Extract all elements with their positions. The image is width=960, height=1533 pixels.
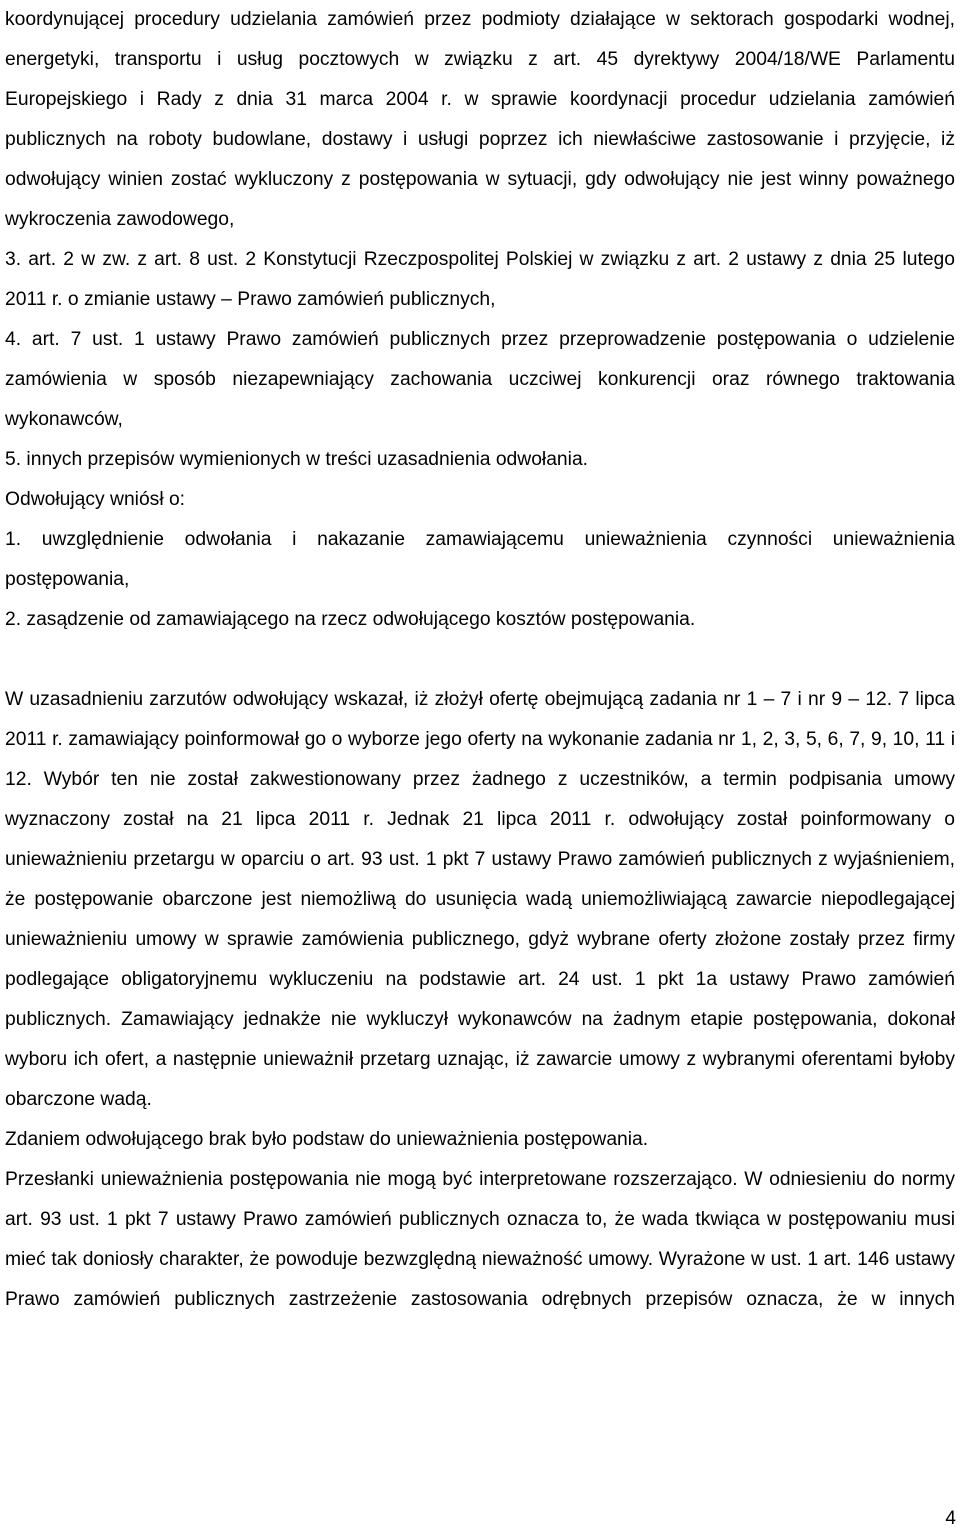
justification-paragraph-3: Przesłanki unieważnienia postępowania nie mogą być interpretowane rozszerzająco. W odniesieniu do normy art. 93 ust. 1 pkt 7 ustawy Prawo zamówień publicznych oznacza to, że wada tkwiąca w postępowaniu musi mieć tak doniosły charakter, że powoduje bezwzględną nieważność umowy. Wyrażone w ust. 1 art. 146 ustawy Prawo zamówień publicznych zastrzeżenie zastosowania odrębnych przepisów oznacza, że w innych — [5, 1169, 955, 1310]
charge-item-5: 5. innych przepisów wymienionych w treści uzasadnienia odwołania. — [5, 449, 589, 470]
paragraph-spacer — [5, 640, 955, 680]
document-page — [5, 0, 955, 1320]
justification-paragraph-2: Zdaniem odwołującego brak było podstaw do unieważnienia postępowania. — [5, 1129, 649, 1150]
request-item-1: 1. uwzględnienie odwołania i nakazanie zamawiającemu unieważnienia czynności unieważnienia postępowania, — [5, 529, 955, 590]
request-item-2: 2. zasądzenie od zamawiającego na rzecz odwołującego kosztów postępowania. — [5, 609, 696, 630]
justification-paragraph-1: W uzasadnieniu zarzutów odwołujący wskazał, iż złożył ofertę obejmującą zadania nr 1 – 7 i nr 9 – 12. 7 lipca 2011 r. zamawiający poinformował go o wyborze jego oferty na wykonanie zadania nr 1, 2, 3, 5, 6, 7, 9, 10, 11 i 12. Wybór ten nie został zakwestionowany przez żadnego z uczestników, a termin podpisania umowy wyznaczony został na 21 lipca 2011 r. Jednak 21 lipca 2011 r. odwołujący został poinformowany o unieważnieniu przetargu w oparciu o art. 93 ust. 1 pkt 7 ustawy Prawo zamówień publicznych z wyjaśnieniem, że postępowanie obarczone jest niemożliwą do usunięcia wadą uniemożliwiającą zawarcie niepodlegającej unieważnieniu umowy w sprawie zamówienia publicznego, gdyż wybrane oferty złożone zostały przez firmy podlegające obligatoryjnemu wykluczeniu na podstawie art. 24 ust. 1 pkt 1a ustawy Prawo zamówień publicznych. Zamawiający jednakże nie wykluczył wykonawców na żadnym etapie postępowania, dokonał wyboru ich ofert, a następnie unieważnił przetarg uznając, iż zawarcie umowy z wybranymi oferentami byłoby obarczone wadą. — [5, 689, 955, 1110]
charge-item-3: 3. art. 2 w zw. z art. 8 ust. 2 Konstytucji Rzeczpospolitej Polskiej w związku z art. 2 ustawy z dnia 25 lutego 2011 r. o zmianie ustawy – Prawo zamówień publicznych, — [5, 249, 955, 310]
page-number: 4 — [945, 1508, 956, 1529]
paragraph-charges-intro: koordynującej procedury udzielania zamówień przez podmioty działające w sektorach gospodarki wodnej, energetyki, transportu i usług pocztowych w związku z art. 45 dyrektywy 2004/18/WE Parlamentu Europejskiego i Rady z dnia 31 marca 2004 r. w sprawie koordynacji procedur udzielania zamówień publicznych na roboty budowlane, dostawy i usługi poprzez ich niewłaściwe zastosowanie i przyjęcie, iż odwołujący winien zostać wykluczony z postępowania w sytuacji, gdy odwołujący nie jest winny poważnego wykroczenia zawodowego, — [5, 9, 955, 230]
charge-item-4: 4. art. 7 ust. 1 ustawy Prawo zamówień publicznych przez przeprowadzenie postępowania o udzielenie zamówienia w sposób niezapewniający zachowania uczciwej konkurencji oraz równego traktowania wykonawców, — [5, 329, 955, 430]
requests-heading: Odwołujący wniósł o: — [5, 489, 186, 510]
